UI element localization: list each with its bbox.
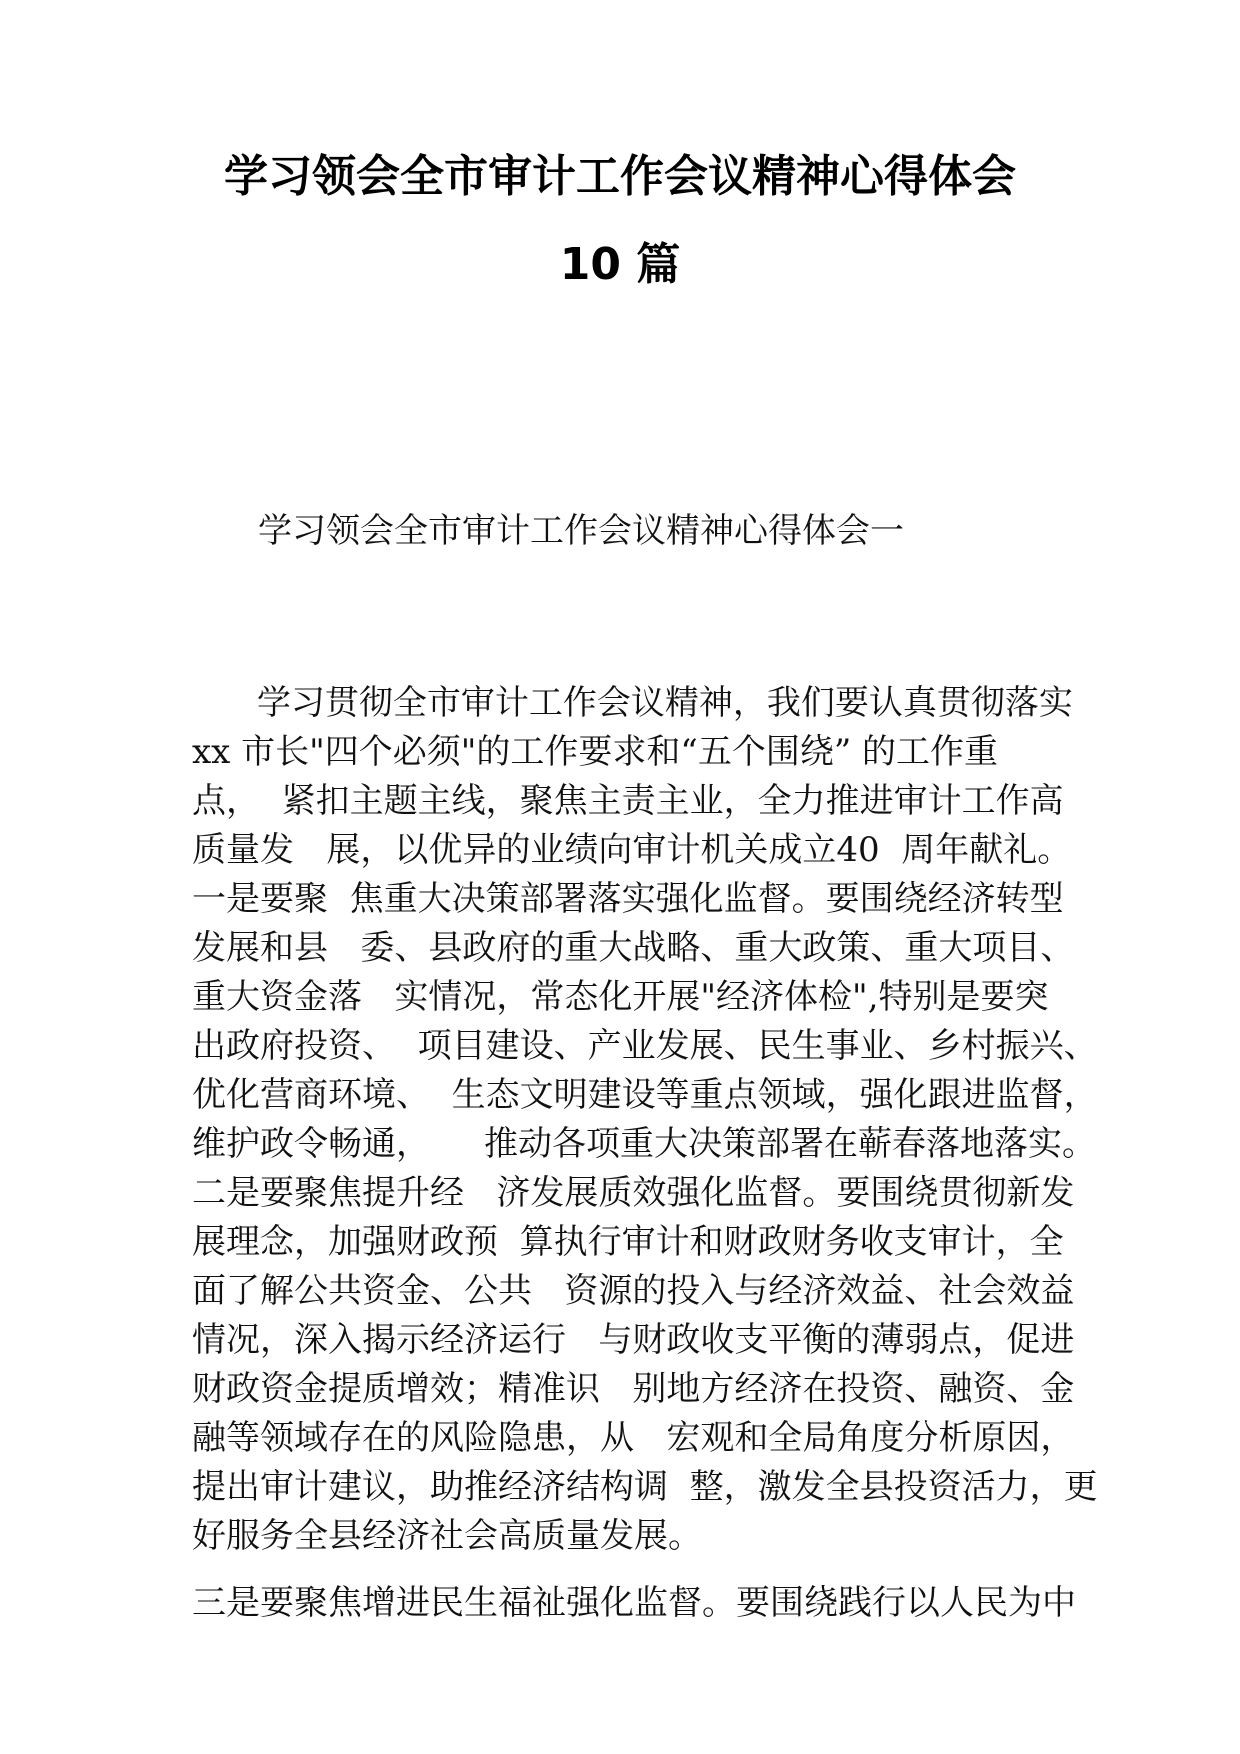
body-line: 质量发 展，以优异的业绩向审计机关成立40 周年献礼。 [192, 830, 1072, 870]
body-line: 融等领域存在的风险隐患，从 宏观和全局角度分析原因， [192, 1418, 1075, 1458]
document-title-line-2: 10 篇 [559, 239, 681, 290]
body-line: 面了解公共资金、公共 资源的投入与经济效益、社会效益 [192, 1271, 1075, 1311]
body-line: 出政府投资、 项目建设、产业发展、民生事业、乡村振兴、 [192, 1026, 1098, 1066]
document-title-line-1: 学习领会全市审计工作会议精神心得体会 [224, 151, 1016, 202]
body-line: 提出审计建议，助推经济结构调 整，激发全县投资活力，更 [192, 1467, 1098, 1507]
body-line: xx 市长"四个必须"的工作要求和“五个围绕” 的工作重 [192, 732, 999, 772]
body-line: 财政资金提质增效；精准识 别地方经济在投资、融资、金 [192, 1369, 1075, 1409]
body-line: 优化营商环境、 生态文明建设等重点领域，强化跟进监督， [192, 1075, 1098, 1115]
section-heading: 学习领会全市审计工作会议精神心得体会一 [258, 511, 904, 551]
body-line: 学习贯彻全市审计工作会议精神，我们要认真贯彻落实 [192, 683, 1073, 723]
body-line: 好服务全县经济社会高质量发展。 [192, 1516, 702, 1556]
body-line: 发展和县 委、县政府的重大战略、重大政策、重大项目、 [192, 928, 1075, 968]
body-line: 二是要聚焦提升经 济发展质效强化监督。要围绕贯彻新发 [192, 1173, 1075, 1213]
body-line: 展理念，加强财政预 算执行审计和财政财务收支审计，全 [192, 1222, 1064, 1262]
body-line: 重大资金落 实情况，常态化开展"经济体检",特别是要突 [192, 977, 1049, 1017]
body-line: 点， 紧扣主题主线，聚焦主责主业，全力推进审计工作高 [192, 781, 1064, 821]
body-line: 三是要聚焦增进民生福祉强化监督。要围绕践行以人民为中 [192, 1583, 1076, 1623]
body-line: 情况，深入揭示经济运行 与财政收支平衡的薄弱点，促进 [192, 1320, 1075, 1360]
body-line: 一是要聚 焦重大决策部署落实强化监督。要围绕经济转型 [192, 879, 1064, 919]
body-line: 维护政令畅通， 推动各项重大决策部署在蕲春落地落实。 [192, 1124, 1097, 1164]
